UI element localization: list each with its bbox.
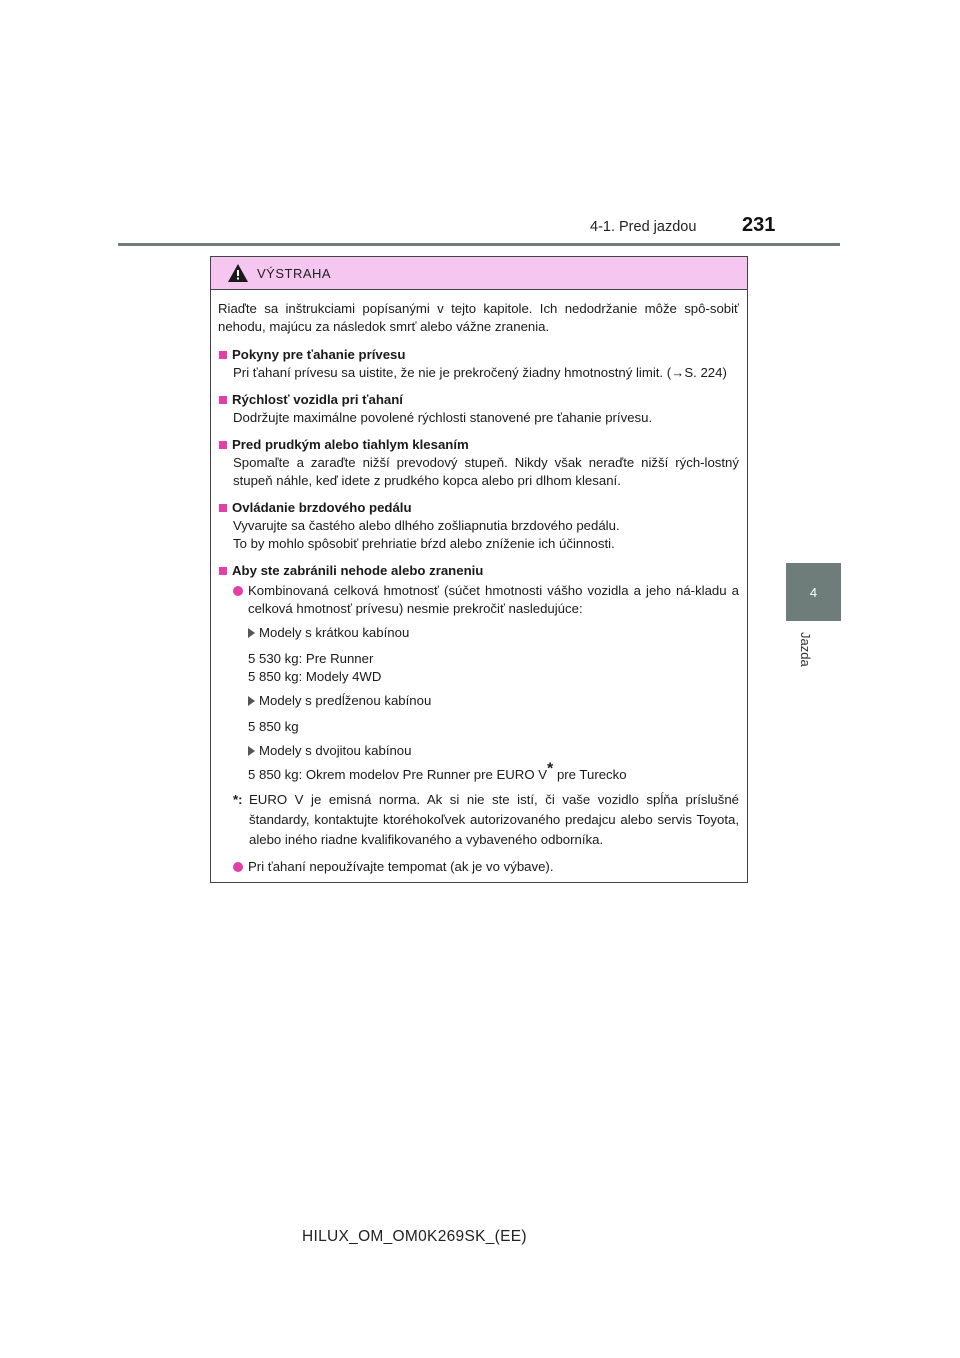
document-code: HILUX_OM_OM0K269SK_(EE) [302, 1228, 527, 1245]
section-heading: Aby ste zabránili nehode alebo zraneniu [232, 563, 484, 578]
square-bullet-icon [219, 396, 227, 404]
warning-icon [227, 263, 249, 283]
square-bullet-icon [219, 351, 227, 359]
header-divider [118, 243, 840, 246]
section-text: Spomaľte a zaraďte nižší prevodový stupeň. Nikdy však neraďte nižší rých-lostný stupeň náhle, keď idete z prudkého kopca alebo pri dlhom klesaní. [233, 455, 739, 488]
section-text: Pri ťahaní prívesu sa uistite, že nie je prekročený žiadny hmotnostný limit. (→S. 224) [233, 365, 727, 380]
list-item: Kombinovaná celková hmotnosť (súčet hmotnosti vášho vozidla a jeho ná-kladu a celková hmotnosť prívesu) nesmie prekročiť nasledujúce: [218, 582, 739, 618]
sub-item-extended-cab: Modely s predĺženou kabínou [218, 692, 739, 710]
section-title: 4-1. Pred jazdou [590, 219, 697, 235]
section-text-line1: Vyvarujte sa častého alebo dlhého zošliapnutia brzdového pedálu. [233, 518, 620, 533]
warning-body [211, 290, 747, 876]
value-line: 5 850 kg: Okrem modelov Pre Runner pre EURO V* pre Turecko [248, 760, 627, 782]
section-heading: Rýchlosť vozidla pri ťahaní [232, 392, 403, 407]
value-line: 5 850 kg [248, 719, 299, 734]
triangle-bullet-icon [248, 628, 255, 638]
square-bullet-icon [219, 441, 227, 449]
sub-item-short-cab: Modely s krátkou kabínou [218, 624, 739, 642]
section-heading: Pred prudkým alebo tiahlym klesaním [232, 437, 469, 452]
warning-intro: Riaďte sa inštrukciami popísanými v tejto kapitole. Ich nedodržanie môže spô-sobiť nehodu, majúcu za následok smrť alebo vážne zranenia. [218, 301, 739, 334]
chapter-number: 4 [809, 584, 818, 600]
section-accident-prevention [218, 562, 739, 876]
value-line: 5 530 kg: Pre Runner [248, 651, 374, 666]
section-towing-instructions [218, 346, 739, 382]
value-line: 5 850 kg: Modely 4WD [248, 669, 382, 684]
warning-header [211, 257, 747, 290]
section-heading: Ovládanie brzdového pedálu [232, 500, 412, 515]
section-towing-speed [218, 391, 739, 427]
section-text: Dodržujte maximálne povolené rýchlosti stanovené pre ťahanie prívesu. [233, 410, 653, 425]
square-bullet-icon [219, 504, 227, 512]
warning-box [210, 256, 748, 883]
circle-bullet-icon [233, 586, 243, 596]
chapter-tab [786, 563, 841, 621]
chapter-label: Jazda [798, 632, 813, 667]
sub-item-double-cab: Modely s dvojitou kabínou [218, 742, 739, 760]
footnote-text: EURO V je emisná norma. Ak si nie ste istí, či vaše vozidlo spĺňa príslušné štandardy, kontaktujte ktoréhokoľvek autorizovaného predajcu alebo servis Toyota, alebo iného riadne kvalifikovaného a vybaveného odborníka. [249, 792, 739, 847]
section-descent [218, 436, 739, 490]
footnote-mark: *: [233, 792, 243, 807]
footnote [218, 790, 739, 850]
section-heading: Pokyny pre ťahanie prívesu [232, 347, 406, 362]
footnote-asterisk: * [547, 760, 554, 778]
circle-bullet-icon [233, 862, 243, 872]
section-brake-pedal [218, 499, 739, 553]
section-text-line2: To by mohlo spôsobiť prehriatie bŕzd alebo zníženie ich účinnosti. [233, 536, 615, 551]
square-bullet-icon [219, 567, 227, 575]
triangle-bullet-icon [248, 696, 255, 706]
warning-title: VÝSTRAHA [257, 265, 332, 281]
list-item: Pri ťahaní nepoužívajte tempomat (ak je vo výbave). [218, 858, 739, 876]
page-number: 231 [742, 214, 776, 236]
triangle-bullet-icon [248, 746, 255, 756]
